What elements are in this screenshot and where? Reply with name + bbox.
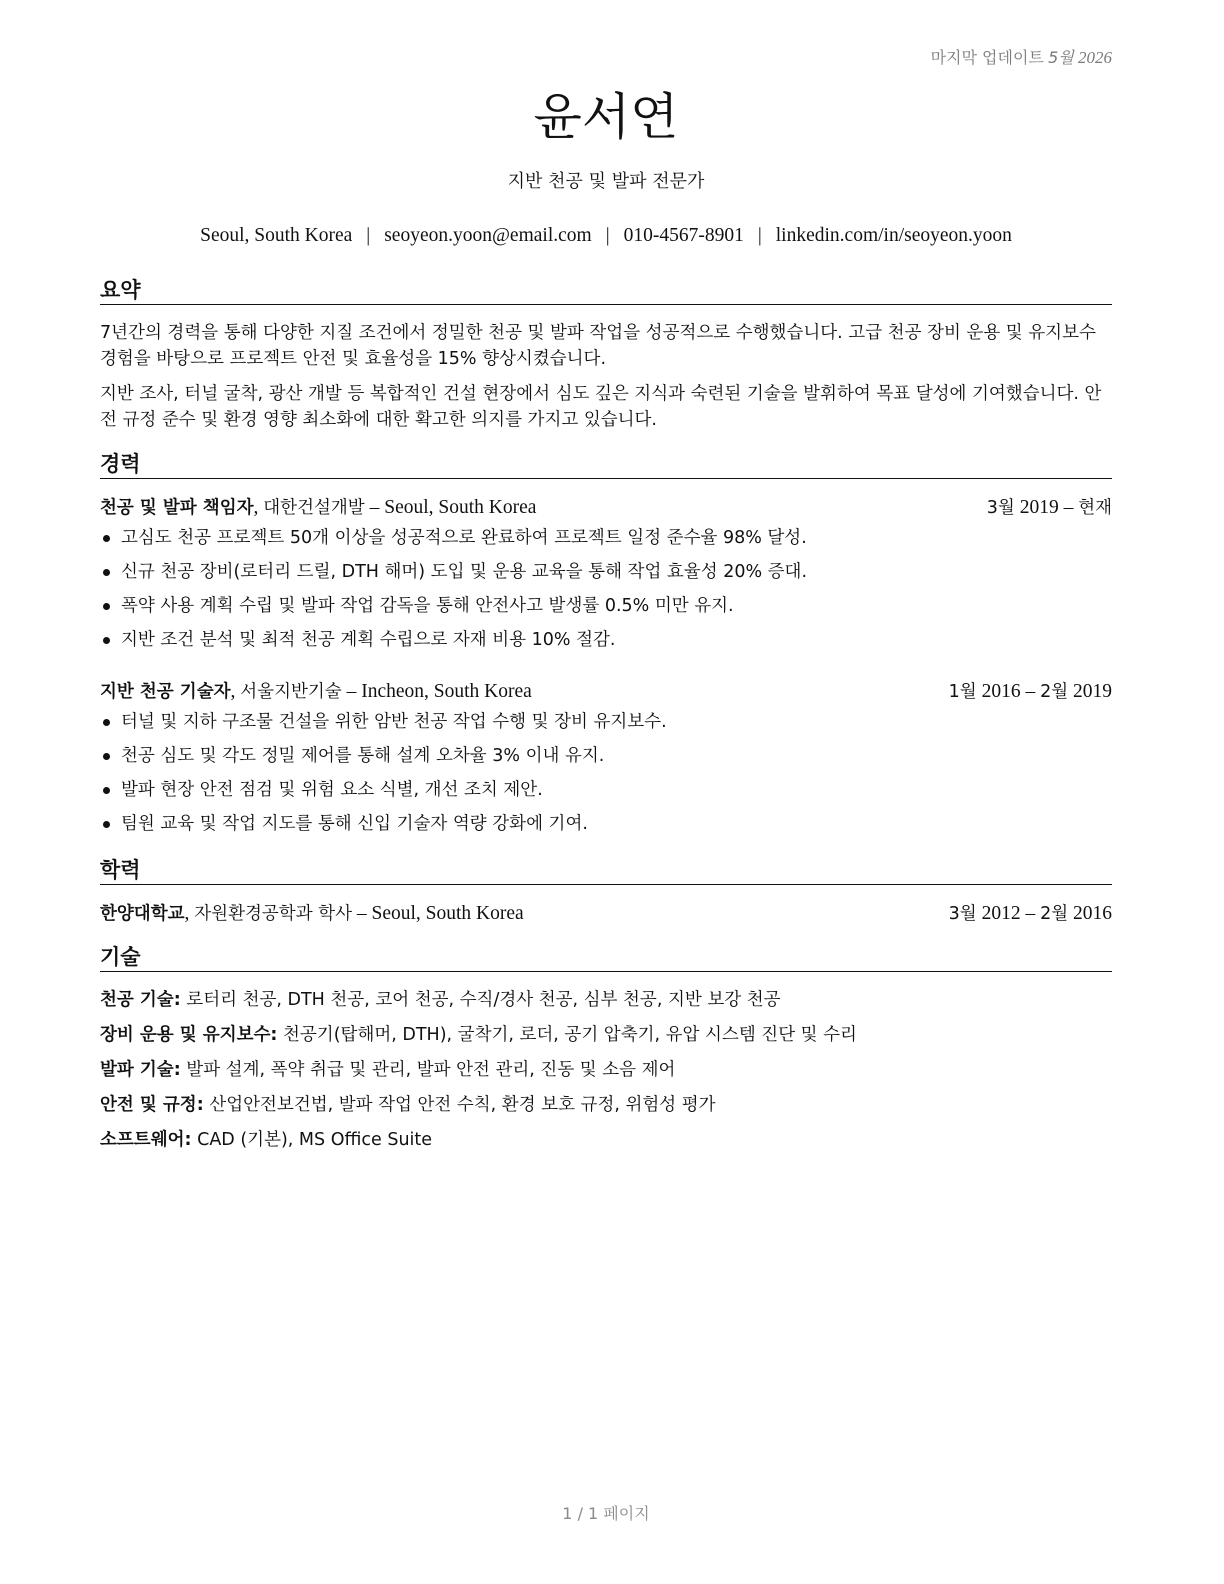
skill-row	[100, 1022, 1112, 1048]
contact-location: Seoul, South Korea	[200, 225, 353, 246]
list-item: 천공 심도 및 각도 정밀 제어를 통해 설계 오차율 3% 이내 유지.	[100, 743, 1112, 777]
skill-label: 소프트웨어:	[100, 1130, 192, 1150]
job-company: 서울지반기술	[240, 682, 342, 702]
list-item: 터널 및 지하 구조물 건설을 위한 암반 천공 작업 수행 및 장비 유지보수.	[100, 709, 1112, 743]
job-role: 지반 천공 기술자	[100, 682, 231, 702]
skill-value: 산업안전보건법, 발파 작업 안전 수칙, 환경 보호 규정, 위험성 평가	[209, 1095, 716, 1115]
updated-month: 5월	[1048, 48, 1074, 67]
list-item: 지반 조건 분석 및 최적 천공 계획 수립으로 자재 비용 10% 절감.	[100, 627, 1112, 661]
updated-label: 마지막 업데이트	[930, 48, 1044, 67]
contact-line	[100, 223, 1112, 249]
list-item: 신규 천공 장비(로터리 드릴, DTH 해머) 도입 및 운용 교육을 통해 작업 효율성 20% 증대.	[100, 559, 1112, 593]
job-bullets	[100, 709, 1112, 845]
contact-linkedin[interactable]: linkedin.com/in/seoyeon.yoon	[775, 225, 1012, 246]
skill-label: 장비 운용 및 유지보수:	[100, 1025, 278, 1045]
job-company: 대한건설개발	[263, 498, 365, 518]
skill-label: 안전 및 규정:	[100, 1095, 204, 1115]
job-dates: 1월 2016 – 2월 2019	[948, 681, 1112, 702]
skill-label: 천공 기술:	[100, 990, 181, 1010]
contact-phone: 010-4567-8901	[623, 225, 744, 246]
skill-row	[100, 1127, 1112, 1153]
school-name: 한양대학교	[100, 904, 185, 924]
page-indicator: 1 / 1 페이지	[562, 1504, 650, 1523]
section-title-summary: 요약	[100, 276, 1112, 305]
education-dates: 3월 2012 – 2월 2016	[948, 903, 1112, 924]
contact-separator: |	[366, 225, 371, 246]
school-location: Seoul, South Korea	[371, 903, 524, 924]
education-entry: 한양대학교, 자원환경공학과 학사 – Seoul, South Korea 3월 2012 – 2월 2016	[100, 901, 1112, 927]
list-item: 고심도 천공 프로젝트 50개 이상을 성공적으로 완료하여 프로젝트 일정 준수율 98% 달성.	[100, 525, 1112, 559]
skill-row	[100, 987, 1112, 1013]
degree: 자원환경공학과 학사	[194, 904, 352, 924]
skill-value: 발파 설계, 폭약 취급 및 관리, 발파 안전 관리, 진동 및 소음 제어	[186, 1060, 676, 1080]
updated-year: 2026	[1078, 48, 1112, 67]
job-header: 지반 천공 기술자, 서울지반기술 – Incheon, South Korea 1월 2016 – 2월 2019	[100, 679, 1112, 705]
contact-separator: |	[757, 225, 762, 246]
summary-paragraph-1: 7년간의 경력을 통해 다양한 지질 조건에서 정밀한 천공 및 발파 작업을 성공적으로 수행했습니다. 고급 천공 장비 운용 및 유지보수 경험을 바탕으로 프로젝트 안전 및 효율성을 15% 향상시켰습니다.	[100, 323, 1096, 369]
job-header: 천공 및 발파 책임자, 대한건설개발 – Seoul, South Korea 3월 2019 – 현재	[100, 495, 1112, 521]
job-location: Seoul, South Korea	[384, 497, 537, 518]
last-updated	[931, 45, 1112, 68]
section-title-skills: 기술	[100, 943, 1112, 972]
skill-value: 천공기(탑해머, DTH), 굴착기, 로더, 공기 압축기, 유압 시스템 진단 및 수리	[283, 1025, 857, 1045]
candidate-name: 윤서연	[533, 88, 679, 146]
list-item: 폭약 사용 계획 수립 및 발파 작업 감독을 통해 안전사고 발생률 0.5% 미만 유지.	[100, 593, 1112, 627]
summary-paragraph-2: 지반 조사, 터널 굴착, 광산 개발 등 복합적인 건설 현장에서 심도 깊은 지식과 숙련된 기술을 발휘하여 목표 달성에 기여했습니다. 안전 규정 준수 및 환경 영향 최소화에 대한 확고한 의지를 가지고 있습니다.	[100, 384, 1102, 430]
job-location: Incheon, South Korea	[361, 681, 532, 702]
job-dates: 3월 2019 – 현재	[986, 497, 1112, 518]
skill-row	[100, 1057, 1112, 1083]
list-item: 팀원 교육 및 작업 지도를 통해 신입 기술자 역량 강화에 기여.	[100, 811, 1112, 845]
skill-label: 발파 기술:	[100, 1060, 181, 1080]
resume-page	[100, 0, 1112, 1584]
list-item: 발파 현장 안전 점검 및 위험 요소 식별, 개선 조치 제안.	[100, 777, 1112, 811]
section-title-education: 학력	[100, 856, 1112, 885]
job-role: 천공 및 발파 책임자	[100, 498, 254, 518]
section-title-experience: 경력	[100, 450, 1112, 479]
job-bullets	[100, 525, 1112, 661]
skill-value: CAD (기본), MS Office Suite	[197, 1130, 433, 1150]
contact-separator: |	[605, 225, 610, 246]
skill-value: 로터리 천공, DTH 천공, 코어 천공, 수직/경사 천공, 심부 천공, 지반 보강 천공	[186, 990, 781, 1010]
contact-email[interactable]: seoyeon.yoon@email.com	[384, 225, 592, 246]
candidate-title: 지반 천공 및 발파 전문가	[507, 171, 705, 192]
skill-row	[100, 1092, 1112, 1118]
